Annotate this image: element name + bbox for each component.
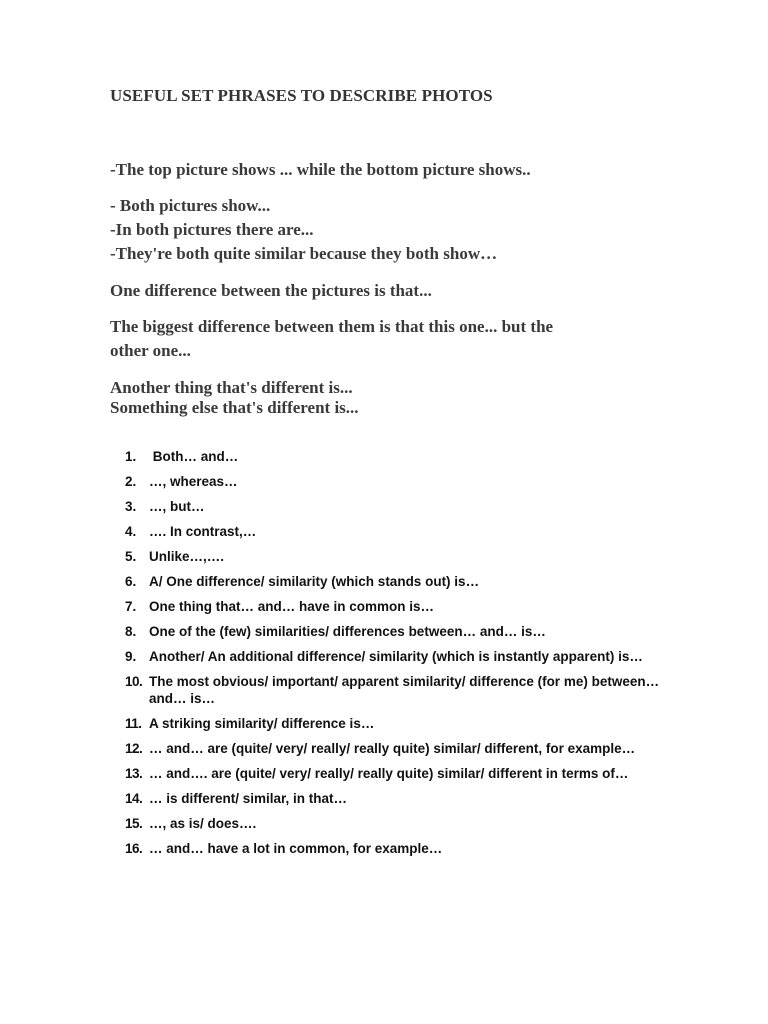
list-number: 1. bbox=[125, 449, 137, 464]
list-number: 15. bbox=[125, 816, 143, 831]
list-number: 6. bbox=[125, 574, 137, 589]
list-number: 13. bbox=[125, 766, 143, 781]
list-number: 10. bbox=[125, 674, 143, 689]
list-text: …, whereas… bbox=[149, 474, 238, 489]
list-number: 16. bbox=[125, 841, 143, 856]
list-item bbox=[125, 548, 685, 565]
list-text: …. In contrast,… bbox=[149, 524, 257, 539]
list-number: 3. bbox=[125, 499, 137, 514]
phrase-in-both: -In both pictures there are... bbox=[110, 220, 314, 239]
list-number: 4. bbox=[125, 524, 137, 539]
list-text: … is different/ similar, in that… bbox=[149, 791, 348, 806]
list-number: 2. bbox=[125, 474, 137, 489]
list-item bbox=[125, 473, 685, 490]
page-title: USEFUL SET PHRASES TO DESCRIBE PHOTOS bbox=[110, 86, 493, 105]
list-text: A/ One difference/ similarity (which stands out) is… bbox=[149, 574, 480, 589]
list-item bbox=[125, 715, 685, 732]
phrase-biggest-difference: The biggest difference between them is that this one... but the bbox=[110, 317, 554, 336]
list-text: …, but… bbox=[149, 499, 205, 514]
list-text: One thing that… and… have in common is… bbox=[149, 599, 435, 614]
list-item bbox=[125, 448, 685, 465]
list-text: … and…. are (quite/ very/ really/ really quite) similar/ different in terms of… bbox=[149, 766, 629, 781]
list-item bbox=[125, 598, 685, 615]
list-text: Unlike…,…. bbox=[149, 549, 225, 564]
list-number: 14. bbox=[125, 791, 143, 806]
list-item bbox=[125, 523, 685, 540]
list-number: 5. bbox=[125, 549, 137, 564]
list-item bbox=[125, 740, 685, 757]
list-item bbox=[125, 815, 685, 832]
list-text: A striking similarity/ difference is… bbox=[149, 716, 375, 731]
list-text: …, as is/ does…. bbox=[149, 816, 257, 831]
list-item bbox=[125, 673, 685, 707]
list-text: Another/ An additional difference/ similarity (which is instantly apparent) is… bbox=[149, 649, 643, 664]
list-text: … and… have a lot in common, for example… bbox=[149, 841, 443, 856]
phrase-something-else: Something else that's different is... bbox=[110, 398, 359, 417]
list-item bbox=[125, 790, 685, 807]
list-item bbox=[125, 623, 685, 640]
list-text: One of the (few) similarities/ differences between… and… is… bbox=[149, 624, 546, 639]
list-text: The most obvious/ important/ apparent similarity/ difference (for me) between… and… is… bbox=[149, 674, 660, 706]
phrase-one-difference: One difference between the pictures is that... bbox=[110, 281, 432, 300]
list-item bbox=[125, 573, 685, 590]
list-number: 9. bbox=[125, 649, 137, 664]
numbered-phrase-list bbox=[125, 448, 685, 865]
list-item bbox=[125, 765, 685, 782]
list-number: 11. bbox=[125, 716, 142, 731]
list-item bbox=[125, 840, 685, 857]
phrase-biggest-difference-cont: other one... bbox=[110, 341, 191, 360]
list-item bbox=[125, 498, 685, 515]
list-item bbox=[125, 648, 685, 665]
list-number: 8. bbox=[125, 624, 137, 639]
list-text: Both… and… bbox=[149, 449, 239, 464]
phrase-both-show: - Both pictures show... bbox=[110, 196, 271, 215]
list-number: 7. bbox=[125, 599, 137, 614]
list-number: 12. bbox=[125, 741, 143, 756]
phrase-another-thing: Another thing that's different is... bbox=[110, 378, 353, 397]
phrase-both-similar: -They're both quite similar because they both show… bbox=[110, 244, 498, 263]
list-text: … and… are (quite/ very/ really/ really quite) similar/ different, for example… bbox=[149, 741, 636, 756]
phrase-top-bottom: -The top picture shows ... while the bottom picture shows.. bbox=[110, 160, 531, 179]
